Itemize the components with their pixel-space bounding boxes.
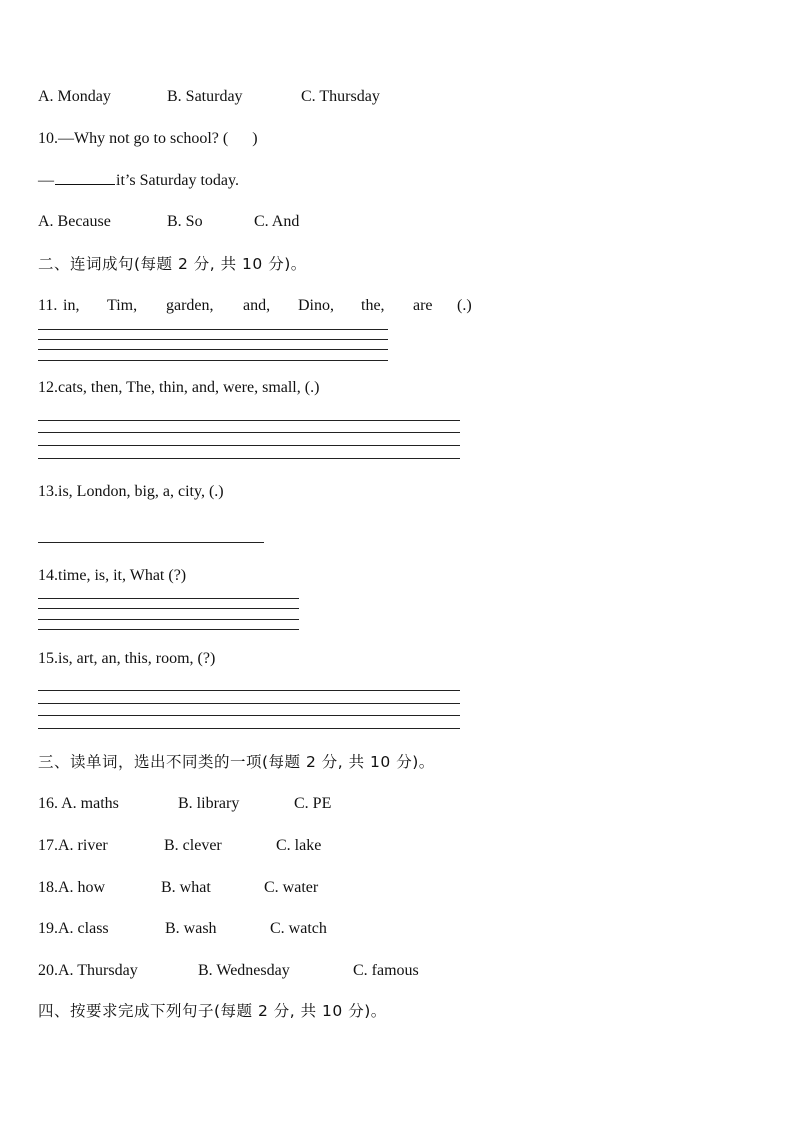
- q11-num: 11.: [38, 297, 58, 314]
- q17-option-c: C. lake: [276, 837, 322, 854]
- q9-option-c: C. Thursday: [301, 88, 380, 105]
- q11-answer-rule: [38, 360, 388, 361]
- q15-answer-rule: [38, 690, 460, 691]
- q10-option-b: B. So: [167, 213, 203, 230]
- q15-prompt: 15.is, art, an, this, room, (?): [38, 650, 216, 667]
- q16-option-c: C. PE: [294, 795, 332, 812]
- q14-answer-rule: [38, 629, 299, 630]
- q11-word-7: are: [413, 297, 433, 314]
- q11-word-1: in,: [63, 297, 80, 314]
- section3-title: 三、读单词，选出不同类的一项(每题 2 分, 共 10 分)。: [38, 753, 435, 771]
- q11-answer-rule: [38, 329, 388, 330]
- q11-answer-rule: [38, 339, 388, 340]
- q10-rest: it’s Saturday today.: [116, 172, 239, 189]
- q15-answer-rule: [38, 703, 460, 704]
- q20-option-a: 20.A. Thursday: [38, 962, 138, 979]
- q11-word-8: (.): [457, 297, 472, 314]
- q11-word-2: Tim,: [107, 297, 138, 314]
- q12-answer-rule: [38, 432, 460, 433]
- q10-blank[interactable]: [55, 170, 115, 185]
- q17-option-b: B. clever: [164, 837, 222, 854]
- q18-option-c: C. water: [264, 879, 319, 896]
- q19-option-a: 19.A. class: [38, 920, 109, 937]
- q17-option-a: 17.A. river: [38, 837, 108, 854]
- q11-word-6: the,: [361, 297, 385, 314]
- q16-option-a: 16. A. maths: [38, 795, 119, 812]
- q13-answer-rule[interactable]: [38, 542, 264, 543]
- q14-answer-rule: [38, 608, 299, 609]
- q12-answer-rule: [38, 445, 460, 446]
- q12-answer-rule: [38, 458, 460, 459]
- q13-prompt: 13.is, London, big, a, city, (.): [38, 483, 224, 500]
- q14-answer-rule: [38, 619, 299, 620]
- q12-answer-rule: [38, 420, 460, 421]
- q12-prompt: 12.cats, then, The, thin, and, were, small, (.): [38, 379, 320, 396]
- q9-option-a: A. Monday: [38, 88, 111, 105]
- q10-answer-line: [38, 170, 239, 191]
- q10-dash: —: [38, 172, 54, 189]
- q16-option-b: B. library: [178, 795, 240, 812]
- q10-option-a: A. Because: [38, 213, 111, 230]
- q18-option-b: B. what: [161, 879, 211, 896]
- section2-title: 二、连词成句(每题 2 分, 共 10 分)。: [38, 255, 307, 273]
- q14-answer-rule: [38, 598, 299, 599]
- q14-prompt: 14.time, is, it, What (?): [38, 567, 187, 584]
- q15-answer-rule: [38, 728, 460, 729]
- q19-option-c: C. watch: [270, 920, 327, 937]
- q20-option-c: C. famous: [353, 962, 419, 979]
- section4-title: 四、按要求完成下列句子(每题 2 分, 共 10 分)。: [38, 1002, 387, 1020]
- q19-option-b: B. wash: [165, 920, 217, 937]
- q10-option-c: C. And: [254, 213, 300, 230]
- q9-option-b: B. Saturday: [167, 88, 243, 105]
- q11-word-3: garden,: [166, 297, 214, 314]
- q11-answer-rule: [38, 349, 388, 350]
- q18-option-a: 18.A. how: [38, 879, 106, 896]
- q15-answer-rule: [38, 715, 460, 716]
- q11-word-5: Dino,: [298, 297, 334, 314]
- q11-word-4: and,: [243, 297, 271, 314]
- q20-option-b: B. Wednesday: [198, 962, 290, 979]
- q10-stem: 10.—Why not go to school? ( ): [38, 130, 258, 147]
